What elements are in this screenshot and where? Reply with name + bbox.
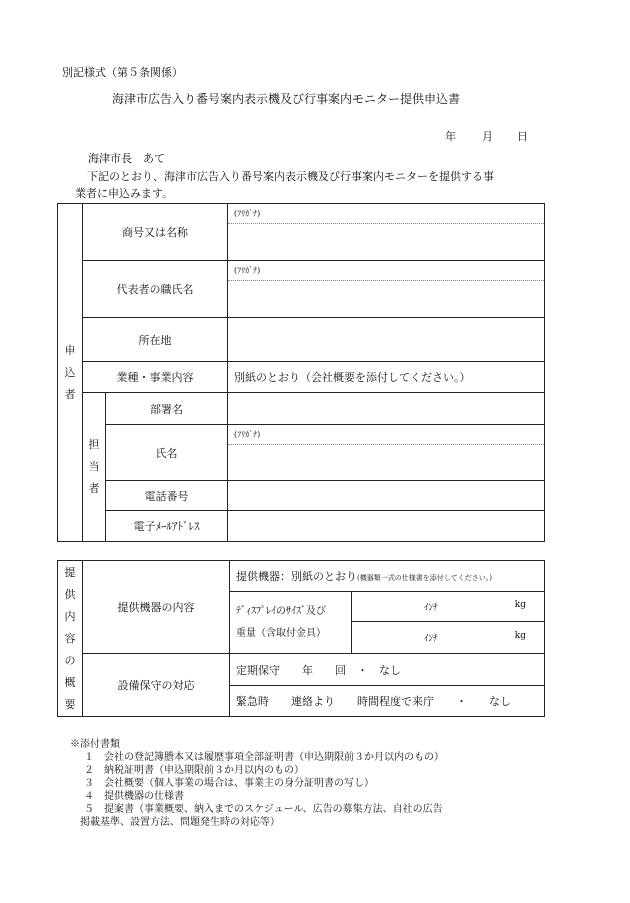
maintenance-label: 設備保守の対応: [83, 654, 230, 717]
display-weight-field[interactable]: ｲﾝﾁ kg: [352, 622, 545, 654]
applicant-table: [57, 203, 545, 542]
address-label: 所在地: [83, 318, 228, 362]
contact-name-field[interactable]: [228, 425, 545, 481]
furigana-label: (ﾌﾘｶﾞﾅ): [228, 261, 544, 281]
date-month: 月: [482, 130, 493, 143]
contact-section-label: 担 当 者: [83, 393, 106, 542]
department-label: 部署名: [106, 393, 228, 425]
addressee: 海津市長 あて: [88, 152, 165, 165]
equipment-value: 提供機器：別紙のとおり(機器類一式の仕様書を添付してください。): [230, 561, 545, 592]
furigana-label: (ﾌﾘｶﾞﾅ): [228, 425, 544, 445]
representative-label: 代表者の職氏名: [83, 261, 228, 318]
attachment-item: １ 会社の登記簿謄本又は履歴事項全部証明書（申込期限前３か月以内のもの）: [84, 752, 444, 763]
attachment-item: ４ 提供機器の仕様書: [84, 791, 184, 802]
offer-table: [57, 560, 545, 717]
phone-field[interactable]: [228, 481, 545, 511]
attachment-item: 掲載基準、設置方法、問題発生時の対応等）: [80, 817, 280, 828]
contact-name-label: 氏名: [106, 425, 228, 481]
department-field[interactable]: [228, 393, 545, 425]
business-label: 業種・事業内容: [83, 362, 228, 393]
furigana-label: (ﾌﾘｶﾞﾅ): [228, 204, 544, 224]
company-name-label: 商号又は名称: [83, 204, 228, 261]
address-field[interactable]: [228, 318, 545, 362]
attachment-item: ５ 提案書（事業概要、納入までのスケジュール、広告の募集方法、自社の広告: [84, 804, 443, 815]
phone-label: 電話番号: [106, 481, 228, 511]
date-day: 日: [517, 130, 528, 143]
offer-section-label: 提 供 内 容 の 概 要: [58, 561, 83, 717]
representative-field[interactable]: [228, 261, 545, 318]
equipment-label: 提供機器の内容: [83, 561, 230, 654]
attachment-item: ２ 納税証明書（申込期限前３か月以内のもの）: [84, 765, 304, 776]
attachments-list: [70, 738, 444, 829]
periodic-maintenance: 定期保守 年 回 ・ なし: [230, 654, 545, 686]
page-title: 海津市広告入り番号案内表示機及び行事案内モニター提供申込書: [112, 92, 461, 106]
emergency-response: 緊急時 連絡より 時間程度で来庁 ・ なし: [230, 686, 545, 717]
email-label: 電子ﾒｰﾙｱﾄﾞﾚｽ: [106, 511, 228, 542]
intro-line-2: 業者に申込みます。: [75, 187, 174, 200]
applicant-section-label: 申 込 者: [58, 204, 83, 542]
business-value: 別紙のとおり（会社概要を添付してください。）: [228, 362, 545, 393]
display-size-field[interactable]: ｲﾝﾁ kg: [352, 592, 545, 622]
display-size-label: ﾃﾞｨｽﾌﾟﾚｲのｻｲｽﾞ及び 重量（含取付金具）: [230, 592, 352, 654]
email-field[interactable]: [228, 511, 545, 542]
intro-line-1: 下記のとおり、海津市広告入り番号案内表示機及び行事案内モニターを提供する事: [87, 170, 494, 183]
form-label: 別記様式（第５条関係）: [62, 66, 183, 79]
attachments-heading: ※添付書類: [70, 739, 120, 750]
attachment-item: ３ 会社概要（個人事業の場合は、事業主の身分証明書の写し）: [84, 778, 374, 789]
company-name-field[interactable]: [228, 204, 545, 261]
date-year: 年: [445, 130, 456, 143]
